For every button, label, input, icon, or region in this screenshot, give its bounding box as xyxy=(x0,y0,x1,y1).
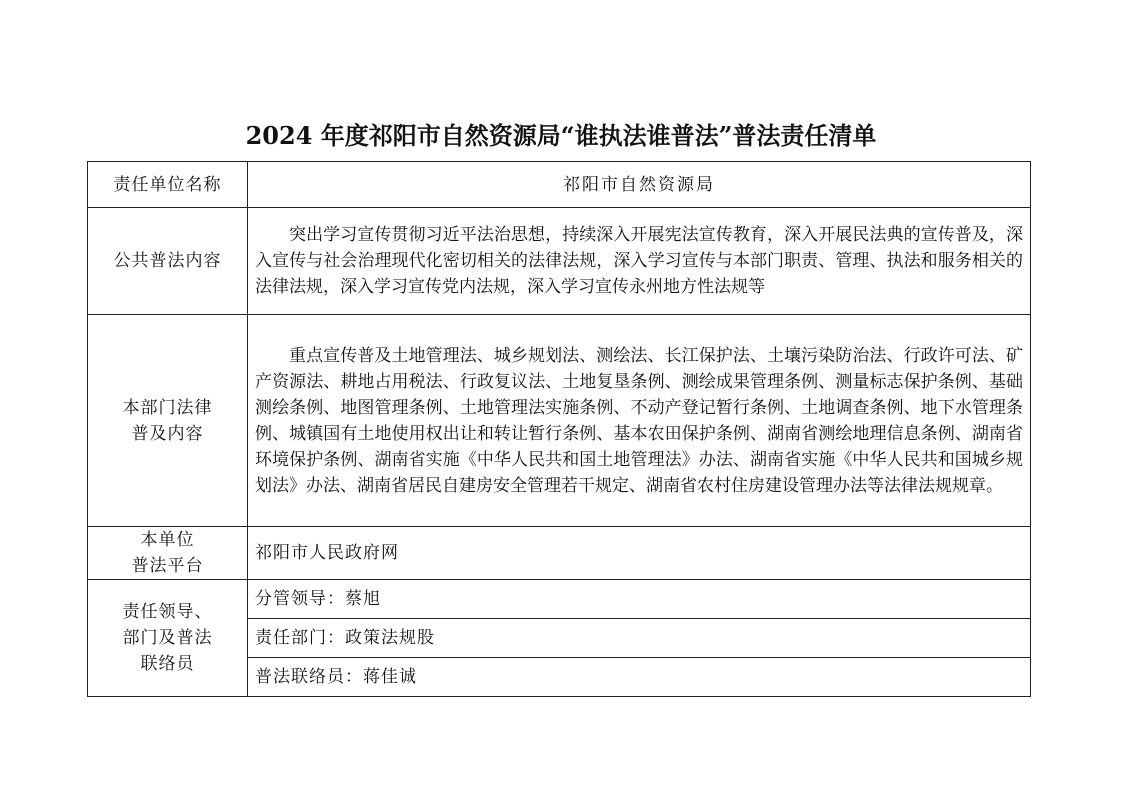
dept-content-label xyxy=(88,315,248,527)
page-title: 2024 年度祁阳市自然资源局“谁执法谁普法”普法责任清单 xyxy=(245,121,877,150)
public-content-label: 公共普法内容 xyxy=(88,208,248,315)
responsibility-table xyxy=(87,161,1031,697)
dept-content-label-line1: 本部门法律 xyxy=(122,397,213,418)
department-value: 责任部门：政策法规股 xyxy=(248,619,1031,658)
responsibility-label xyxy=(88,580,248,697)
dept-content-value: 重点宣传普及土地管理法、城乡规划法、测绘法、长江保护法、土壤污染防治法、行政许可法、矿产资源法、耕地占用税法、行政复议法、土地复垦条例、测绘成果管理条例、测量标志保护条例、基础测绘条例、地图管理条例、土地管理法实施条例、不动产登记暂行条例、土地调查条例、地下水管理条例、城镇国有土地使用权出让和转让暂行条例、基本农田保护条例、湖南省测绘地理信息条例、湖南省环境保护条例、湖南省实施《中华人民共和国土地管理法》办法、湖南省实施《中华人民共和国城乡规划法》办法、湖南省居民自建房安全管理若干规定、湖南省农村住房建设管理办法等法律法规规章。 xyxy=(248,315,1031,527)
responsibility-label-line3: 联络员 xyxy=(140,654,195,674)
unit-name-value: 祁阳市自然资源局 xyxy=(248,162,1031,208)
platform-label-line1: 本单位 xyxy=(140,530,195,550)
public-content-value: 突出学习宣传贯彻习近平法治思想，持续深入开展宪法宣传教育，深入开展民法典的宣传普及，深入宣传与社会治理现代化密切相关的法律法规，深入学习宣传与本部门职责、管理、执法和服务相关的法律法规，深入学习宣传党内法规，深入学习宣传永州地方性法规等 xyxy=(248,208,1031,315)
table-row-platform xyxy=(88,527,1031,580)
platform-label-line2: 普法平台 xyxy=(131,556,204,576)
table-row-dept-content xyxy=(88,315,1031,527)
platform-value: 祁阳市人民政府网 xyxy=(248,527,1031,580)
liaison-value: 普法联络员：蒋佳诚 xyxy=(248,658,1031,697)
table-row-leader xyxy=(88,580,1031,619)
unit-name-label: 责任单位名称 xyxy=(88,162,248,208)
table-row-unit-name xyxy=(88,162,1031,208)
platform-label xyxy=(88,527,248,580)
responsibility-label-line1: 责任领导、 xyxy=(122,602,213,622)
table-row-public-content xyxy=(88,208,1031,315)
responsibility-label-line2: 部门及普法 xyxy=(122,628,213,648)
dept-content-label-line2: 普及内容 xyxy=(131,423,204,444)
leader-value: 分管领导：蔡旭 xyxy=(248,580,1031,619)
